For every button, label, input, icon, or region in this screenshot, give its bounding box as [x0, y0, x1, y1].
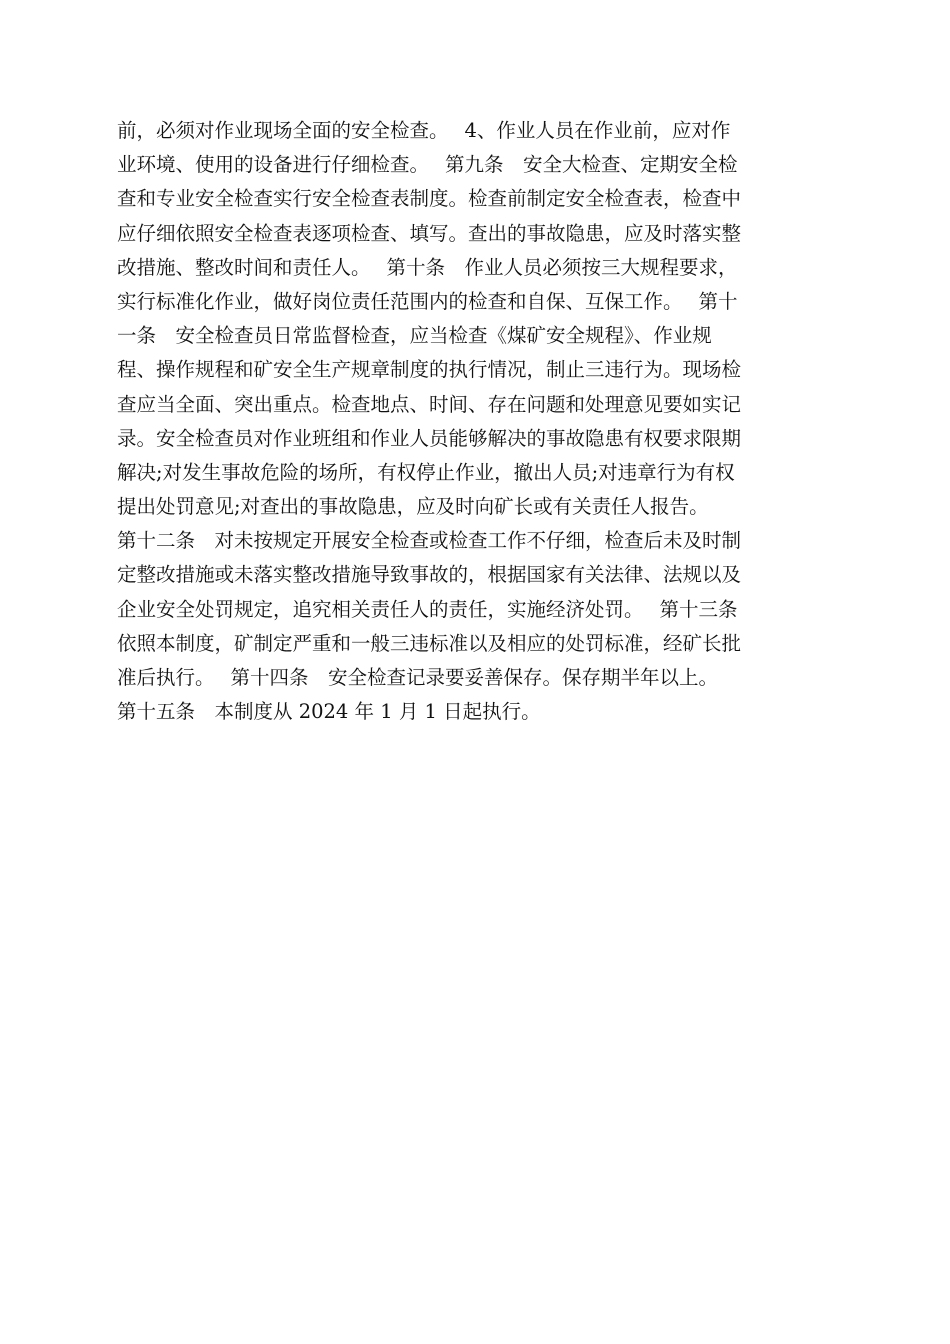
text-line: 解决;对发生事故危险的场所，有权停止作业，撤出人员;对违章行为有权	[117, 460, 735, 484]
text-line: 应仔细依照安全检查表逐项检查、填写。查出的事故隐患，应及时落实整	[117, 221, 742, 245]
text-line: 程、操作规程和矿安全生产规章制度的执行情况，制止三违行为。现场检	[117, 358, 742, 382]
text-line: 查应当全面、突出重点。检查地点、时间、存在问题和处理意见要如实记	[117, 392, 742, 416]
text-line: 前，必须对作业现场全面的安全检查。 4、作业人员在作业前，应对作	[117, 119, 731, 142]
text-line: 依照本制度，矿制定严重和一般三违标准以及相应的处罚标准，经矿长批	[117, 631, 742, 655]
text-line: 查和专业安全检查实行安全检查表制度。检查前制定安全检查表，检查中	[117, 187, 742, 211]
text-line: 提出处罚意见;对查出的事故隐患，应及时向矿长或有关责任人报告。	[117, 495, 709, 519]
text-line: 第十二条 对未按规定开展安全检查或检查工作不仔细，检查后未及时制	[117, 529, 742, 553]
text-line: 第十五条 本制度从 2024 年 1 月 1 日起执行。	[117, 700, 541, 724]
text-line: 业环境、使用的设备进行仔细检查。 第九条 安全大检查、定期安全检	[117, 153, 738, 177]
text-line: 定整改措施或未落实整改措施导致事故的，根据国家有关法律、法规以及	[117, 563, 742, 587]
text-line: 准后执行。 第十四条 安全检查记录要妥善保存。保存期半年以上。	[117, 666, 718, 689]
text-line: 实行标准化作业，做好岗位责任范围内的检查和自保、互保工作。 第十	[117, 289, 738, 313]
text-line: 企业安全处罚规定，追究相关责任人的责任，实施经济处罚。 第十三条	[117, 597, 738, 621]
text-line: 一条 安全检查员日常监督检查，应当检查《煤矿安全规程》、作业规	[117, 324, 712, 348]
text-line: 改措施、整改时间和责任人。 第十条 作业人员必须按三大规程要求，	[117, 255, 738, 279]
body-text	[117, 114, 837, 729]
text-line: 录。安全检查员对作业班组和作业人员能够解决的事故隐患有权要求限期	[117, 426, 742, 450]
